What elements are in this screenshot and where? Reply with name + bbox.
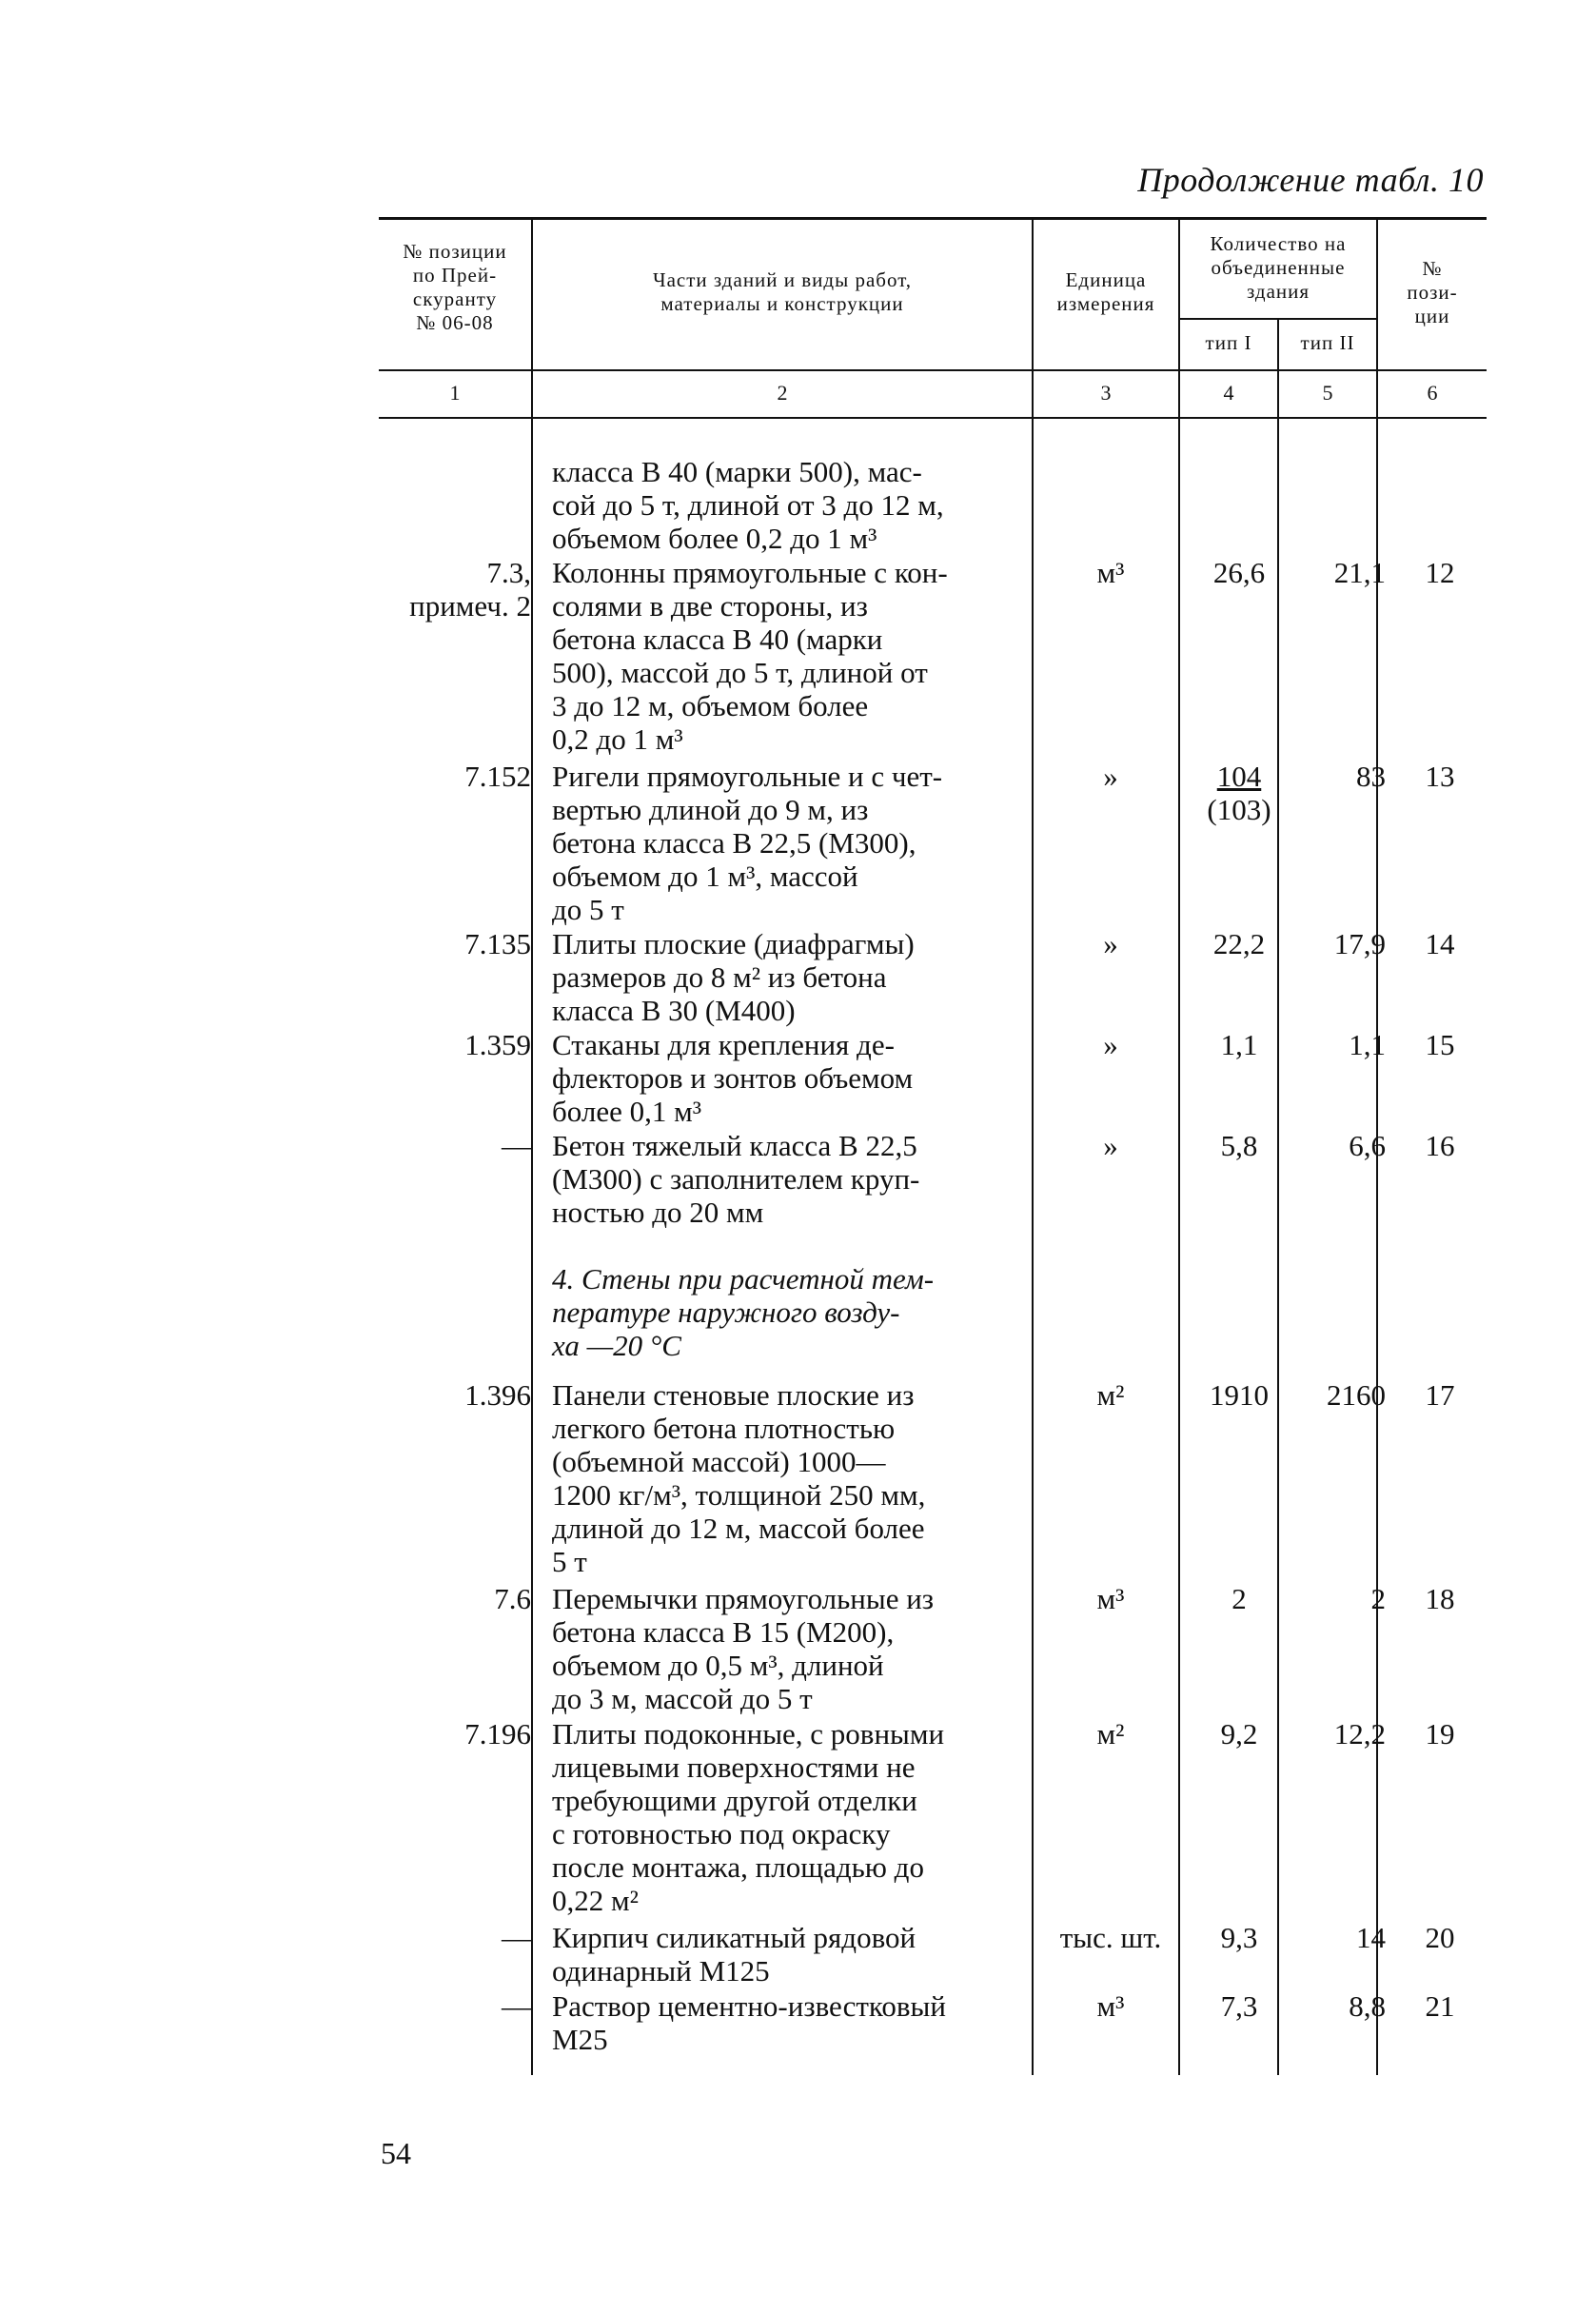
item-number: 19: [1425, 1717, 1455, 1750]
quantity-type-1: 1910: [1210, 1378, 1269, 1412]
position-code: 1.359: [464, 1028, 531, 1061]
colnum-bottom-rule: [379, 417, 1487, 419]
header-col4: тип I: [1205, 331, 1252, 354]
work-description: Панели стеновые плоские из легкого бетона плотностью (объемной массой) 1000— 1200 кг/м³, толщиной 250 мм, длиной до 12 м, массой более 5 т: [552, 1378, 926, 1578]
position-code: 1.396: [464, 1378, 531, 1412]
position-code: 7.196: [464, 1717, 531, 1750]
quantity-type-2: 8,8: [1349, 1989, 1386, 2023]
quantity-type-1: 2: [1231, 1582, 1247, 1615]
work-description: Ригели прямоугольные и с чет- вертью длиной до 9 м, из бетона класса В 22,5 (М300), объемом до 1 м³, массой до 5 т: [552, 760, 943, 926]
work-description: Плиты плоские (диафрагмы) размеров до 8 м² из бетона класса В 30 (М400): [552, 927, 915, 1027]
table-top-rule: [379, 217, 1487, 220]
quantity-type-1: 7,3: [1220, 1989, 1258, 2023]
work-description: Колонны прямоугольные с кон- солями в две стороны, из бетона класса В 40 (марки 500), массой до 5 т, длиной от 3 до 12 м, объемом более 0,2 до 1 м³: [552, 556, 948, 756]
quantity-type-2: 6,6: [1349, 1129, 1386, 1162]
col-divider-3: [1178, 219, 1180, 2075]
unit: »: [1103, 1129, 1118, 1162]
work-description: Кирпич силикатный рядовой одинарный М125: [552, 1921, 916, 1988]
quantity-type-1: 5,8: [1220, 1129, 1258, 1162]
quantity-type-1: 9,3: [1220, 1921, 1258, 1954]
position-code: —: [502, 1989, 531, 2023]
item-number: 16: [1425, 1129, 1455, 1162]
col-divider-1: [531, 219, 533, 2075]
header-col2: Части зданий и виды работ, материалы и конструкции: [652, 268, 913, 315]
position-code: 7.152: [464, 760, 531, 793]
unit: м²: [1096, 1717, 1125, 1750]
column-number-1: 1: [449, 381, 461, 405]
quantity-type-2: 14: [1356, 1921, 1386, 1954]
quantity-type-1: [1193, 760, 1285, 826]
work-description: Бетон тяжелый класса В 22,5 (М300) с заполнителем круп- ностью до 20 мм: [552, 1129, 920, 1229]
section-heading: 4. Стены при расчетной тем- пературе наружного возду- ха —20 °С: [552, 1262, 935, 1362]
work-description: класса В 40 (марки 500), мас- сой до 5 т, длиной от 3 до 12 м, объемом более 0,2 до 1 м³: [552, 455, 944, 555]
work-description: Перемычки прямоугольные из бетона класса В 15 (М200), объемом до 0,5 м³, длиной до 3 м, массой до 5 т: [552, 1582, 935, 1715]
header-col45: Количество на объединенные здания: [1210, 232, 1347, 303]
quantity-type-2: 21,1: [1333, 556, 1386, 589]
column-number-6: 6: [1427, 381, 1438, 405]
item-number: 14: [1425, 927, 1455, 960]
item-number: 15: [1425, 1028, 1455, 1061]
header-bottom-rule: [379, 369, 1487, 371]
quantity-type-2: 1,1: [1349, 1028, 1386, 1061]
quantity-type-1: 1,1: [1220, 1028, 1258, 1061]
column-number-4: 4: [1223, 381, 1234, 405]
work-description: Раствор цементно-известковый М25: [552, 1989, 946, 2056]
header-col5: тип II: [1300, 331, 1355, 354]
item-number: 18: [1425, 1582, 1455, 1615]
quantity-type-1: 26,6: [1212, 556, 1266, 589]
quantity-type-1-alternate: (103): [1207, 793, 1271, 826]
column-number-5: 5: [1322, 381, 1333, 405]
position-code: —: [502, 1921, 531, 1954]
position-code: 7.3, примеч. 2: [409, 556, 531, 623]
column-number-2: 2: [777, 381, 788, 405]
unit: »: [1103, 1028, 1118, 1061]
item-number: 17: [1425, 1378, 1455, 1412]
page-number: 54: [381, 2136, 411, 2170]
unit: тыс. шт.: [1059, 1921, 1162, 1954]
unit: м²: [1096, 1378, 1125, 1412]
unit: м³: [1096, 556, 1125, 589]
table-caption: Продолжение табл. 10: [1137, 161, 1484, 199]
header-col3: Единица измерения: [1056, 268, 1155, 315]
work-description: Плиты подоконные, с ровными лицевыми поверхностями не требующими другой отделки с готовностью под окраску после монтажа, площадью до 0,22 м²: [552, 1717, 945, 1917]
position-code: 7.135: [464, 927, 531, 960]
quantity-type-2: 2: [1370, 1582, 1386, 1615]
quantity-type-2: 12,2: [1333, 1717, 1386, 1750]
unit: »: [1103, 927, 1118, 960]
quantity-type-1: 9,2: [1220, 1717, 1258, 1750]
item-number: 13: [1425, 760, 1455, 793]
unit: м³: [1096, 1582, 1125, 1615]
quantity-type-2: 2160: [1327, 1378, 1386, 1412]
item-number: 21: [1425, 1989, 1455, 2023]
item-number: 20: [1425, 1921, 1455, 1954]
quantity-type-1: 22,2: [1212, 927, 1266, 960]
item-number: 12: [1425, 556, 1455, 589]
header-col1: № позиции по Прей- скуранту № 06-08: [403, 240, 507, 334]
position-code: —: [502, 1129, 531, 1162]
quantity-type-1-primary: 104: [1216, 760, 1262, 793]
quantity-type-2: 17,9: [1333, 927, 1386, 960]
unit: м³: [1096, 1989, 1125, 2023]
work-description: Стаканы для крепления де- флекторов и зонтов объемом более 0,1 м³: [552, 1028, 914, 1128]
unit: »: [1103, 760, 1118, 793]
col-divider-2: [1032, 219, 1034, 2075]
quantity-type-2: 83: [1356, 760, 1386, 793]
header-col6: № пози- ции: [1407, 257, 1458, 327]
position-code: 7.6: [494, 1582, 531, 1615]
column-number-3: 3: [1100, 381, 1112, 405]
